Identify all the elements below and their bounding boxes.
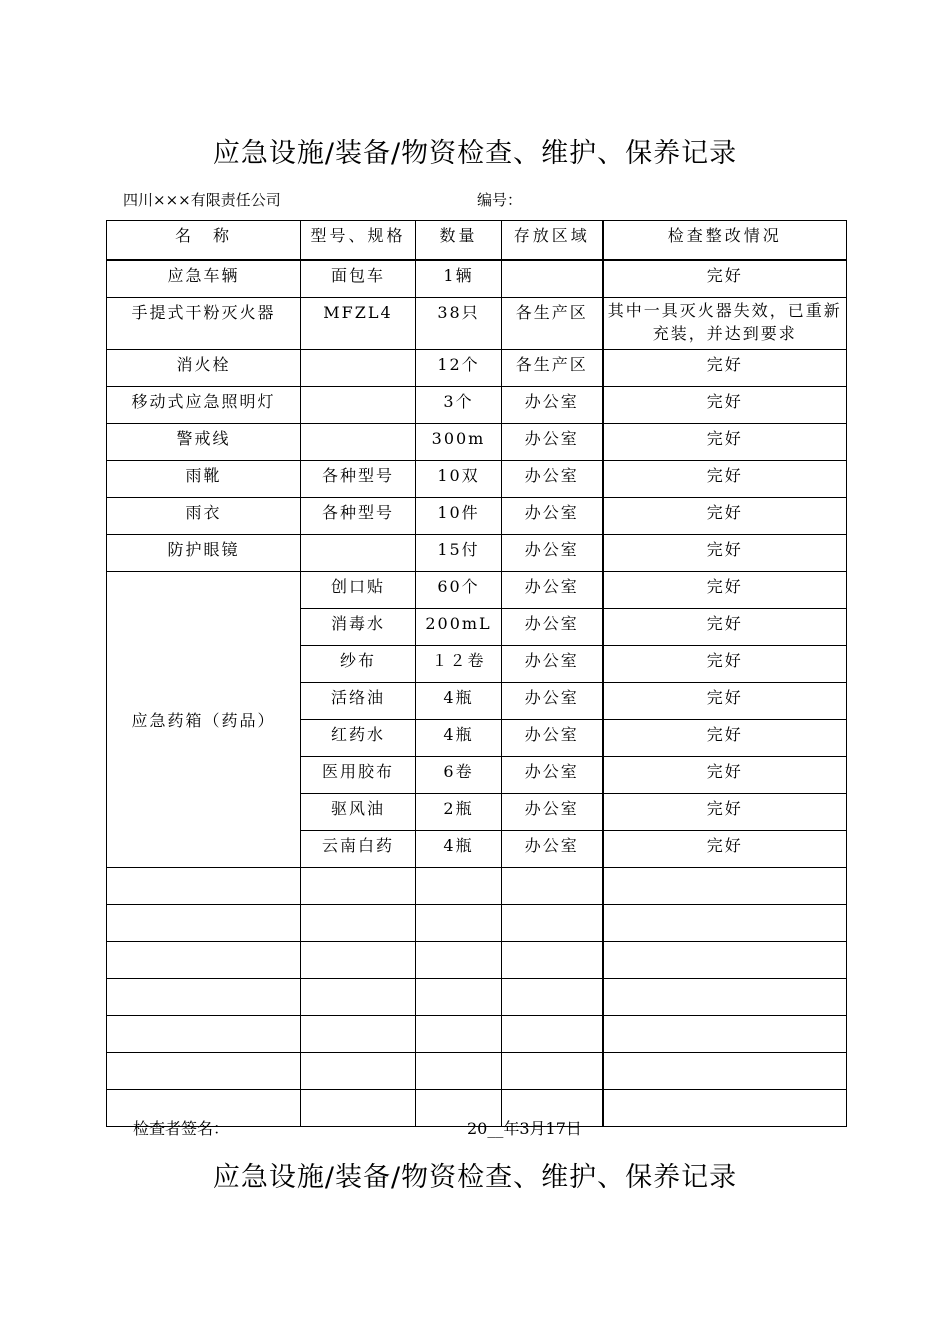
blank-quantity	[416, 942, 502, 979]
item-storage-area: 各生产区	[502, 298, 603, 350]
kit-item-storage-area: 办公室	[502, 831, 603, 868]
kit-item-storage-area: 办公室	[502, 757, 603, 794]
item-storage-area: 办公室	[502, 498, 603, 535]
item-inspection-status: 完好	[603, 387, 847, 424]
kit-item-name: 创口贴	[301, 572, 416, 609]
kit-item-name: 红药水	[301, 720, 416, 757]
inspector-signature-label: 检查者签名：	[133, 1119, 230, 1138]
kit-item-inspection-status: 完好	[603, 646, 847, 683]
kit-item-inspection-status: 完好	[603, 757, 847, 794]
kit-item-name: 消毒水	[301, 609, 416, 646]
empty-row	[107, 979, 847, 1016]
item-quantity: 3个	[416, 387, 502, 424]
blank-name	[107, 979, 301, 1016]
blank-model	[301, 942, 416, 979]
blank-model	[301, 1016, 416, 1053]
page-title: 应急设施/装备/物资检查、维护、保养记录	[212, 138, 738, 169]
header-storage-area: 存放区域	[502, 221, 603, 261]
item-model	[301, 424, 416, 461]
item-inspection-status: 完好	[603, 350, 847, 387]
blank-quantity	[416, 1016, 502, 1053]
kit-item-inspection-status: 完好	[603, 572, 847, 609]
empty-row	[107, 905, 847, 942]
item-storage-area: 办公室	[502, 424, 603, 461]
kit-item-storage-area: 办公室	[502, 646, 603, 683]
blank-area	[502, 979, 603, 1016]
item-name: 应急车辆	[107, 260, 301, 298]
blank-name	[107, 905, 301, 942]
blank-quantity	[416, 1053, 502, 1090]
blank-status	[603, 905, 847, 942]
kit-item-name: 纱布	[301, 646, 416, 683]
kit-item-storage-area: 办公室	[502, 683, 603, 720]
item-inspection-status: 其中一具灭火器失效，已重新充装，并达到要求	[603, 298, 847, 350]
table-row	[107, 387, 847, 424]
item-storage-area	[502, 260, 603, 298]
item-inspection-status: 完好	[603, 424, 847, 461]
item-inspection-status: 完好	[603, 461, 847, 498]
kit-item-quantity: 2瓶	[416, 794, 502, 831]
blank-model	[301, 979, 416, 1016]
header-name: 名 称	[107, 221, 301, 261]
table-row	[107, 461, 847, 498]
blank-status	[603, 1016, 847, 1053]
item-quantity: 1辆	[416, 260, 502, 298]
item-name: 手提式干粉灭火器	[107, 298, 301, 350]
table-row	[107, 298, 847, 350]
kit-item-inspection-status: 完好	[603, 794, 847, 831]
empty-row	[107, 868, 847, 905]
blank-status	[603, 868, 847, 905]
empty-row	[107, 1053, 847, 1090]
page-title-repeat: 应急设施/装备/物资检查、维护、保养记录	[212, 1162, 738, 1193]
table-header-row	[107, 221, 847, 261]
header-inspection-status: 检查整改情况	[603, 221, 847, 261]
kit-item-name: 医用胶布	[301, 757, 416, 794]
item-quantity: 10件	[416, 498, 502, 535]
item-model: 各种型号	[301, 461, 416, 498]
item-name: 移动式应急照明灯	[107, 387, 301, 424]
kit-item-quantity: 6卷	[416, 757, 502, 794]
blank-model	[301, 1090, 416, 1127]
item-name: 雨衣	[107, 498, 301, 535]
kit-item-name: 活络油	[301, 683, 416, 720]
kit-item-quantity: 60个	[416, 572, 502, 609]
table-row	[107, 535, 847, 572]
item-name: 警戒线	[107, 424, 301, 461]
item-name: 雨靴	[107, 461, 301, 498]
item-storage-area: 各生产区	[502, 350, 603, 387]
table-row	[107, 350, 847, 387]
blank-model	[301, 905, 416, 942]
item-quantity: 10双	[416, 461, 502, 498]
item-name: 消火栓	[107, 350, 301, 387]
kit-item-quantity: 4瓶	[416, 683, 502, 720]
blank-name	[107, 868, 301, 905]
blank-status	[603, 1053, 847, 1090]
item-quantity: 12个	[416, 350, 502, 387]
kit-item-quantity: 200mL	[416, 609, 502, 646]
kit-item-inspection-status: 完好	[603, 831, 847, 868]
item-model: 各种型号	[301, 498, 416, 535]
item-inspection-status: 完好	[603, 498, 847, 535]
blank-quantity	[416, 979, 502, 1016]
kit-item-storage-area: 办公室	[502, 794, 603, 831]
table-row	[107, 572, 847, 609]
inspection-table	[106, 220, 847, 1127]
item-quantity: 300m	[416, 424, 502, 461]
blank-quantity	[416, 905, 502, 942]
item-quantity: 38只	[416, 298, 502, 350]
blank-quantity	[416, 868, 502, 905]
kit-item-quantity: 4瓶	[416, 720, 502, 757]
item-storage-area: 办公室	[502, 461, 603, 498]
blank-area	[502, 1053, 603, 1090]
table-row	[107, 498, 847, 535]
blank-area	[502, 942, 603, 979]
kit-item-inspection-status: 完好	[603, 683, 847, 720]
item-name: 防护眼镜	[107, 535, 301, 572]
header-quantity: 数量	[416, 221, 502, 261]
blank-name	[107, 1053, 301, 1090]
kit-item-storage-area: 办公室	[502, 572, 603, 609]
kit-item-quantity: １２卷	[416, 646, 502, 683]
item-model	[301, 387, 416, 424]
table-row	[107, 424, 847, 461]
item-model	[301, 535, 416, 572]
company-name: 四川×××有限责任公司	[123, 191, 281, 209]
item-model: MFZL4	[301, 298, 416, 350]
inspection-date: 20__年3月17日	[467, 1119, 582, 1138]
empty-row	[107, 942, 847, 979]
blank-status	[603, 942, 847, 979]
item-storage-area: 办公室	[502, 535, 603, 572]
table-row	[107, 260, 847, 298]
blank-area	[502, 868, 603, 905]
kit-item-inspection-status: 完好	[603, 720, 847, 757]
first-aid-kit-name: 应急药箱（药品）	[107, 572, 301, 868]
blank-name	[107, 1016, 301, 1053]
header-model: 型号、规格	[301, 221, 416, 261]
blank-area	[502, 905, 603, 942]
blank-status	[603, 979, 847, 1016]
blank-name	[107, 942, 301, 979]
item-inspection-status: 完好	[603, 260, 847, 298]
item-storage-area: 办公室	[502, 387, 603, 424]
item-quantity: 15付	[416, 535, 502, 572]
kit-item-name: 驱风油	[301, 794, 416, 831]
blank-status	[603, 1090, 847, 1127]
kit-item-storage-area: 办公室	[502, 720, 603, 757]
blank-model	[301, 1053, 416, 1090]
item-model	[301, 350, 416, 387]
kit-item-name: 云南白药	[301, 831, 416, 868]
blank-model	[301, 868, 416, 905]
empty-row	[107, 1016, 847, 1053]
blank-area	[502, 1016, 603, 1053]
item-inspection-status: 完好	[603, 535, 847, 572]
kit-item-quantity: 4瓶	[416, 831, 502, 868]
record-number-label: 编号：	[477, 191, 523, 209]
kit-item-inspection-status: 完好	[603, 609, 847, 646]
item-model: 面包车	[301, 260, 416, 298]
kit-item-storage-area: 办公室	[502, 609, 603, 646]
